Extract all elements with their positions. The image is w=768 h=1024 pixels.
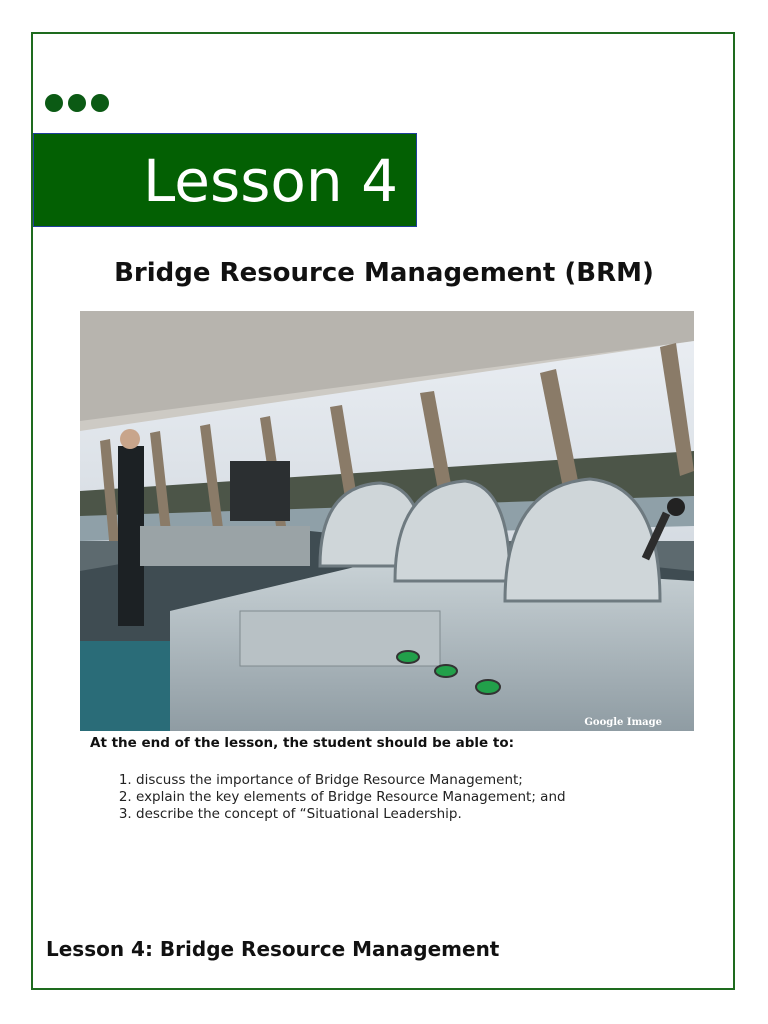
list-item: 2. explain the key elements of Bridge Resource Management; and xyxy=(136,789,566,806)
lesson-banner: Lesson 4 xyxy=(33,133,417,227)
dot-icon xyxy=(68,94,86,112)
dot-icon xyxy=(91,94,109,112)
decorative-dots xyxy=(45,94,109,112)
ship-bridge-illustration xyxy=(80,311,694,731)
list-item: 1. discuss the importance of Bridge Resource Management; xyxy=(136,772,566,789)
page-title: Bridge Resource Management (BRM) xyxy=(114,258,654,288)
objectives-intro: At the end of the lesson, the student should be able to: xyxy=(90,735,515,751)
ship-bridge-photo xyxy=(80,311,694,731)
list-item: 3. describe the concept of “Situational Leadership. xyxy=(136,806,566,823)
photo-credit: Google Image xyxy=(584,717,662,728)
page-footer: Lesson 4: Bridge Resource Management xyxy=(46,937,500,961)
dot-icon xyxy=(45,94,63,112)
objectives-list xyxy=(118,772,566,823)
